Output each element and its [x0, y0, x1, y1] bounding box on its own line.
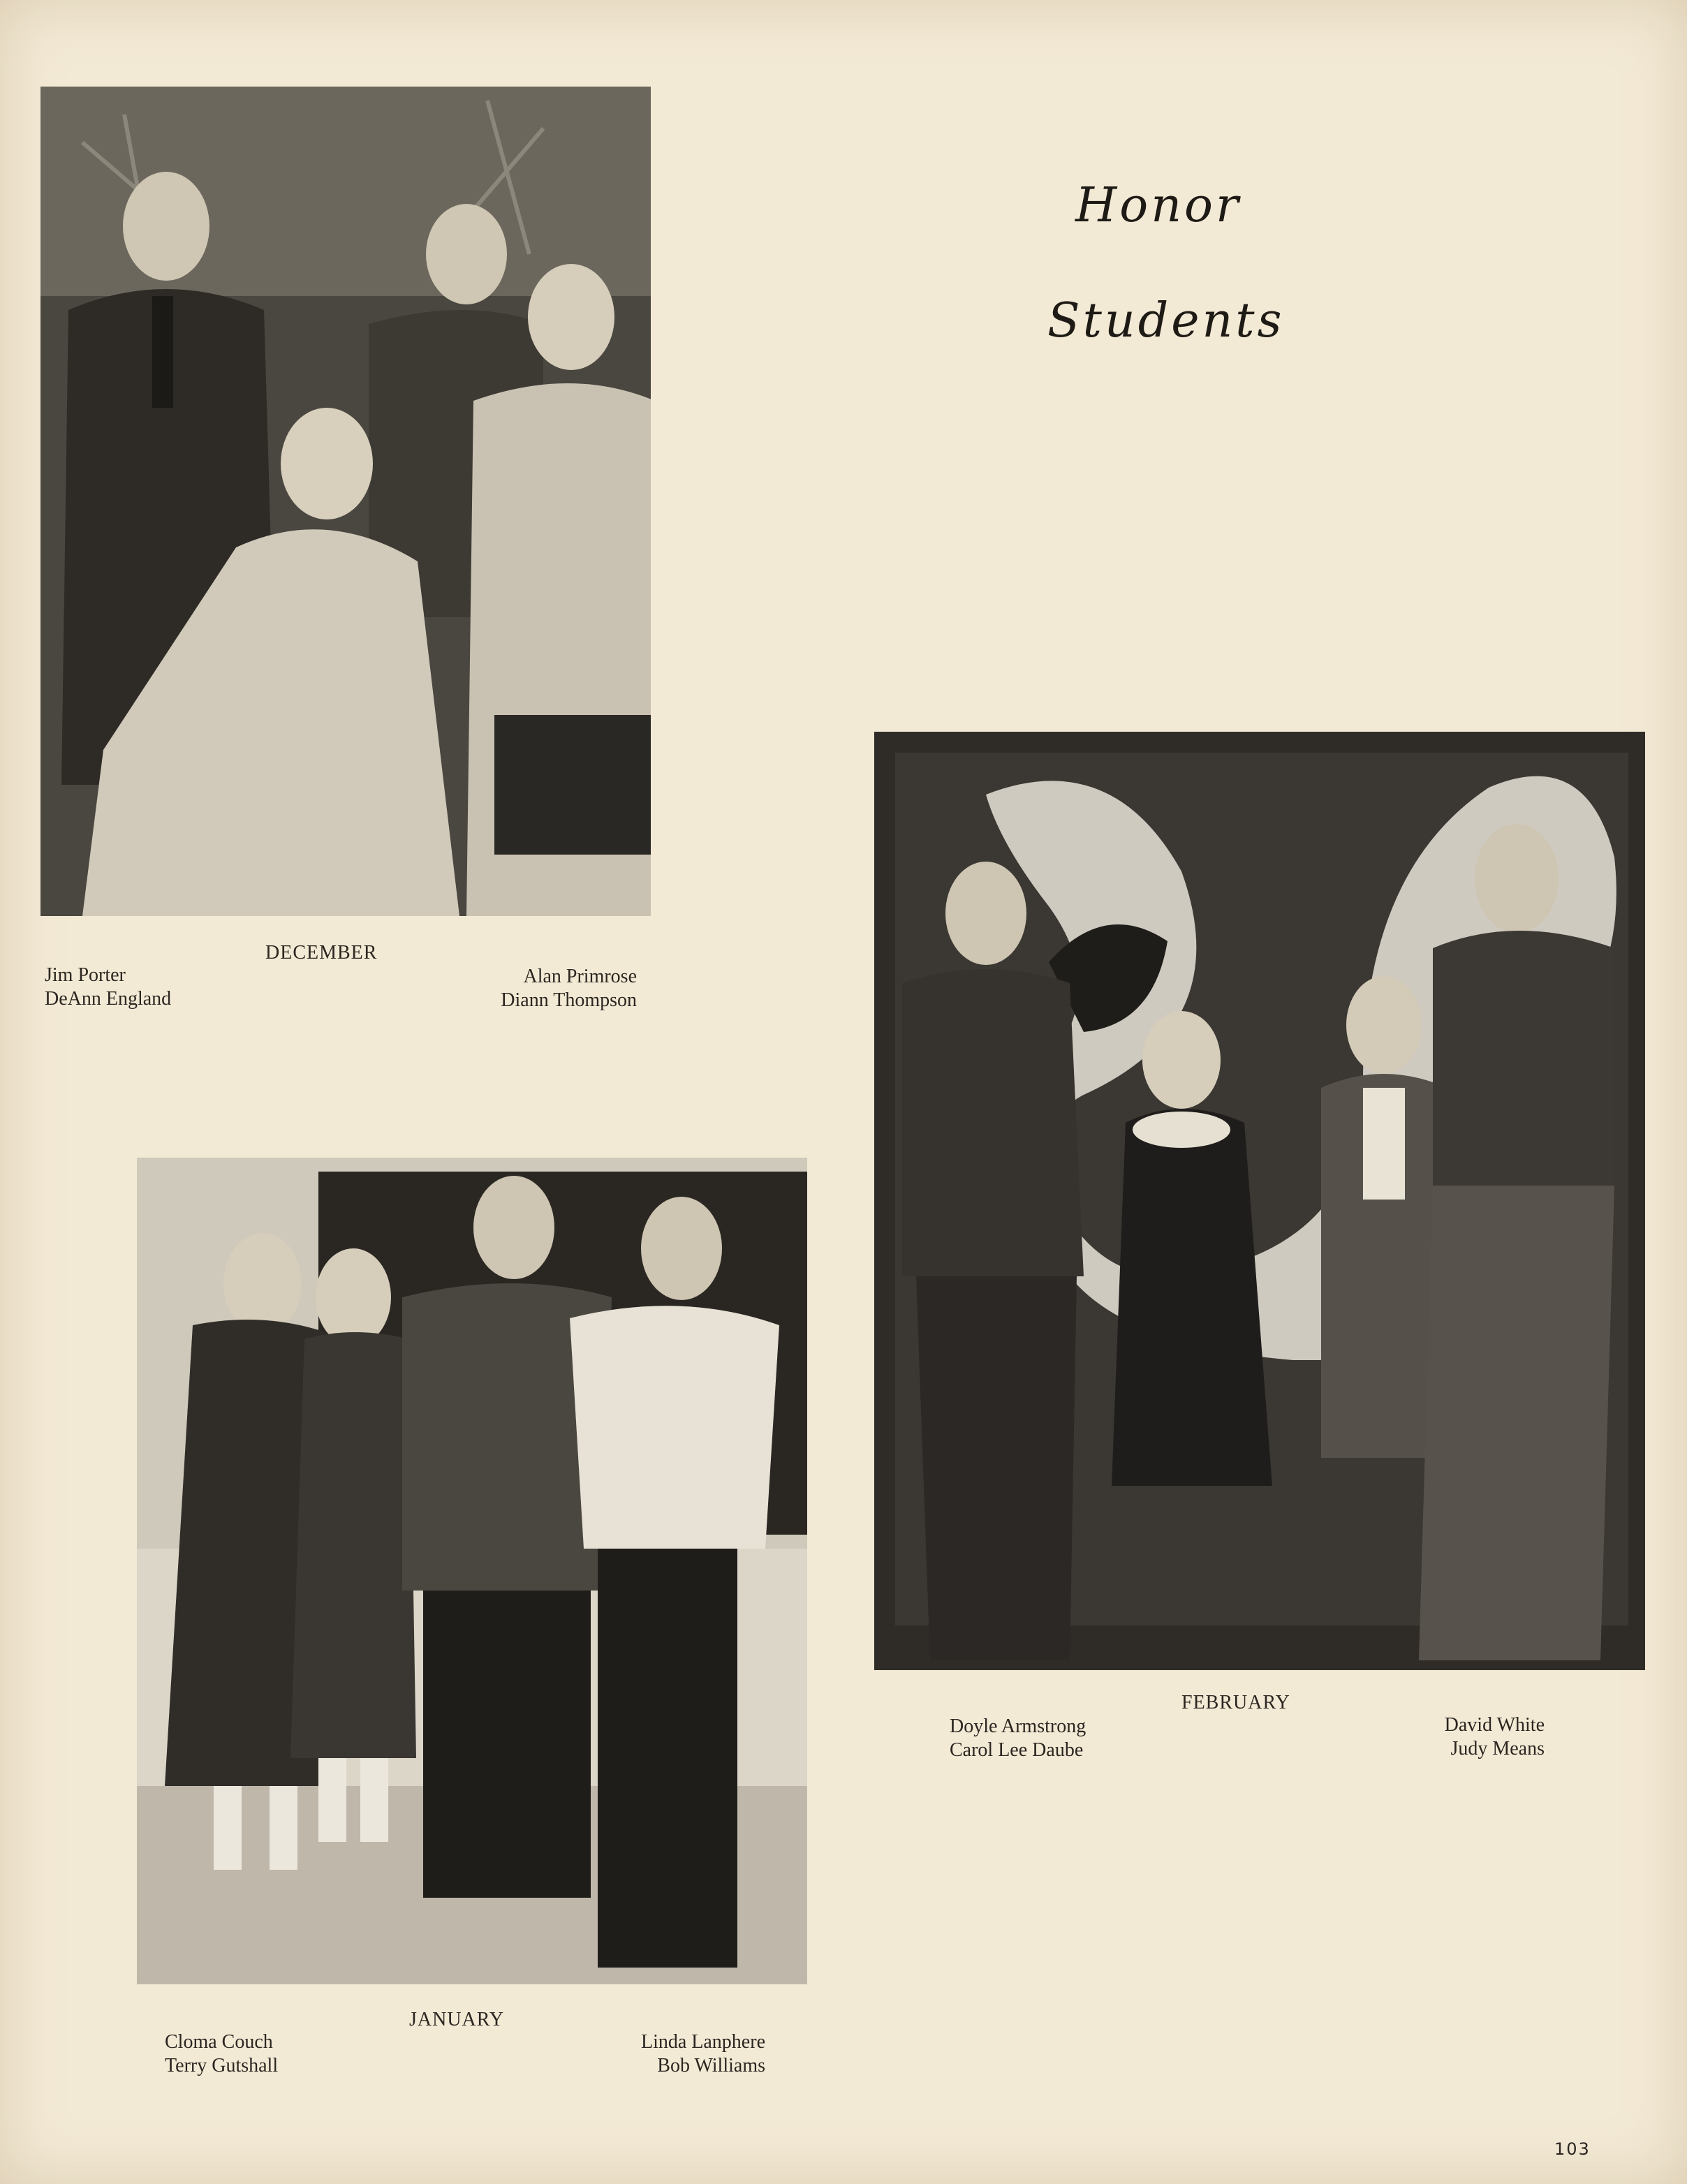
name-cloma-couch: Cloma Couch	[165, 2031, 273, 2053]
name-doyle-armstrong: Doyle Armstrong	[950, 1716, 1086, 1737]
name-terry-gutshall: Terry Gutshall	[165, 2055, 279, 2076]
december-names-left	[45, 964, 171, 1011]
name-david-white: David White	[1444, 1714, 1545, 1736]
february-names-left	[950, 1715, 1086, 1762]
name-alan-primrose: Alan Primrose	[523, 966, 637, 987]
january-names-left	[165, 2030, 278, 2078]
february-caption: FEBRUARY	[1181, 1692, 1290, 1713]
january-names-right	[545, 2030, 765, 2078]
name-carol-lee-daube: Carol Lee Daube	[950, 1739, 1084, 1761]
december-caption: DECEMBER	[265, 942, 378, 964]
january-caption: JANUARY	[409, 2009, 505, 2030]
page-title-line-2: Students	[1047, 293, 1285, 348]
page-number: 103	[1554, 2139, 1591, 2159]
january-honor-students-photo	[137, 1158, 807, 1984]
name-bob-williams: Bob Williams	[657, 2055, 765, 2076]
name-linda-lanphere: Linda Lanphere	[640, 2031, 765, 2053]
february-honor-students-photo	[874, 732, 1645, 1670]
february-names-right	[1327, 1713, 1545, 1761]
december-names-right	[419, 965, 637, 1012]
name-jim-porter: Jim Porter	[45, 964, 126, 986]
page-title-line-1: Honor	[1075, 178, 1242, 233]
name-diann-thompson: Diann Thompson	[501, 989, 637, 1011]
name-judy-means: Judy Means	[1450, 1738, 1545, 1759]
december-honor-students-photo	[40, 87, 651, 916]
name-deann-england: DeAnn England	[45, 988, 172, 1010]
